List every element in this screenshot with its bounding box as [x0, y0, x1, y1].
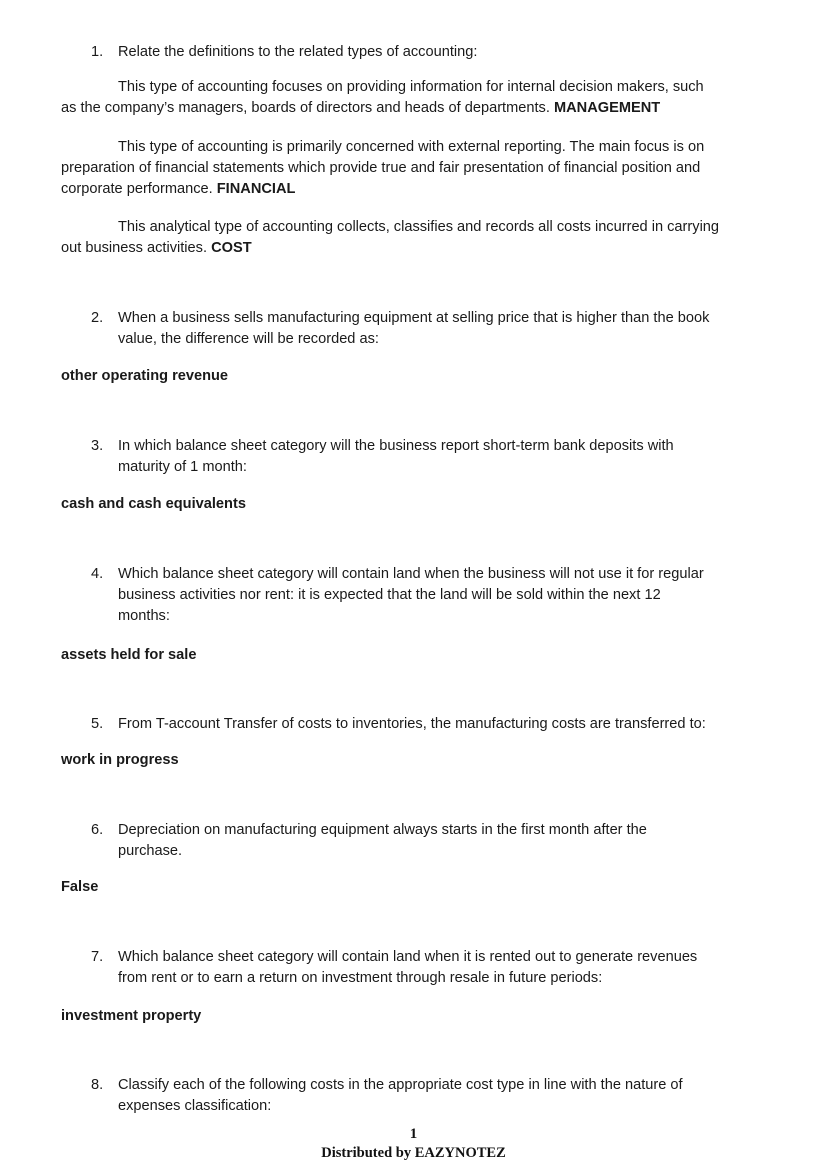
answer-cost: COST [211, 240, 252, 256]
answer-7: investment property [61, 1008, 202, 1024]
question-2: 2. When a business sells manufacturing equipment at selling price that is higher than the book value, the difference will be recorded as: [91, 310, 710, 347]
question-number: 5. [91, 716, 104, 732]
question-7: 7. Which balance sheet category will contain land when it is rented out to generate revenues from rent or to earn a return on investment through resale in future periods: [91, 949, 698, 986]
page-number: 1 [409, 1126, 418, 1142]
question-6: 6. Depreciation on manufacturing equipment always starts in the first month after the purchase. [91, 822, 647, 859]
answer-3: cash and cash equivalents [61, 496, 246, 512]
answer-6: False [61, 879, 99, 895]
question-3: 3. In which balance sheet category will the business report short-term bank deposits with maturity of 1 month: [91, 438, 674, 475]
question-number: 8. [91, 1077, 104, 1093]
question-number: 4. [91, 566, 104, 582]
answer-5: work in progress [61, 752, 179, 768]
question-number: 2. [91, 310, 104, 326]
question-text: Relate the definitions to the related types of accounting: [118, 44, 478, 60]
answer-4: assets held for sale [61, 647, 197, 663]
answer-management: MANAGEMENT [553, 100, 661, 116]
definition-cost: This analytical type of accounting collects, classifies and records all costs incurred in carrying out business activities. COST [61, 219, 720, 256]
definition-management: This type of accounting focuses on providing information for internal decision makers, such as the company’s managers, boards of directors and heads of departments. MANAGEMENT [61, 79, 704, 116]
question-4: 4. Which balance sheet category will contain land when the business will not use it for regular business activities nor rent: it is expected that the land will be sold within the next 12 months: [91, 566, 704, 624]
definition-financial: This type of accounting is primarily concerned with external reporting. The main focus is on preparation of financial statements which provide true and fair presentation of financial position and corporate performance. FINANCIAL [61, 139, 705, 197]
question-5: 5. From T-account Transfer of costs to inventories, the manufacturing costs are transferred to: [0, 714, 827, 736]
question-number: 7. [91, 949, 104, 965]
answer-financial: FINANCIAL [216, 181, 296, 197]
answer-2: other operating revenue [61, 368, 229, 384]
question-number: 6. [91, 822, 104, 838]
question-number: 1. [91, 44, 104, 60]
question-8: 8. Classify each of the following costs in the appropriate cost type in line with the nature of expenses classification: [91, 1077, 683, 1114]
distributed-by-footer: Distributed by EAZYNOTEZ [321, 1145, 506, 1161]
question-number: 3. [91, 438, 104, 454]
